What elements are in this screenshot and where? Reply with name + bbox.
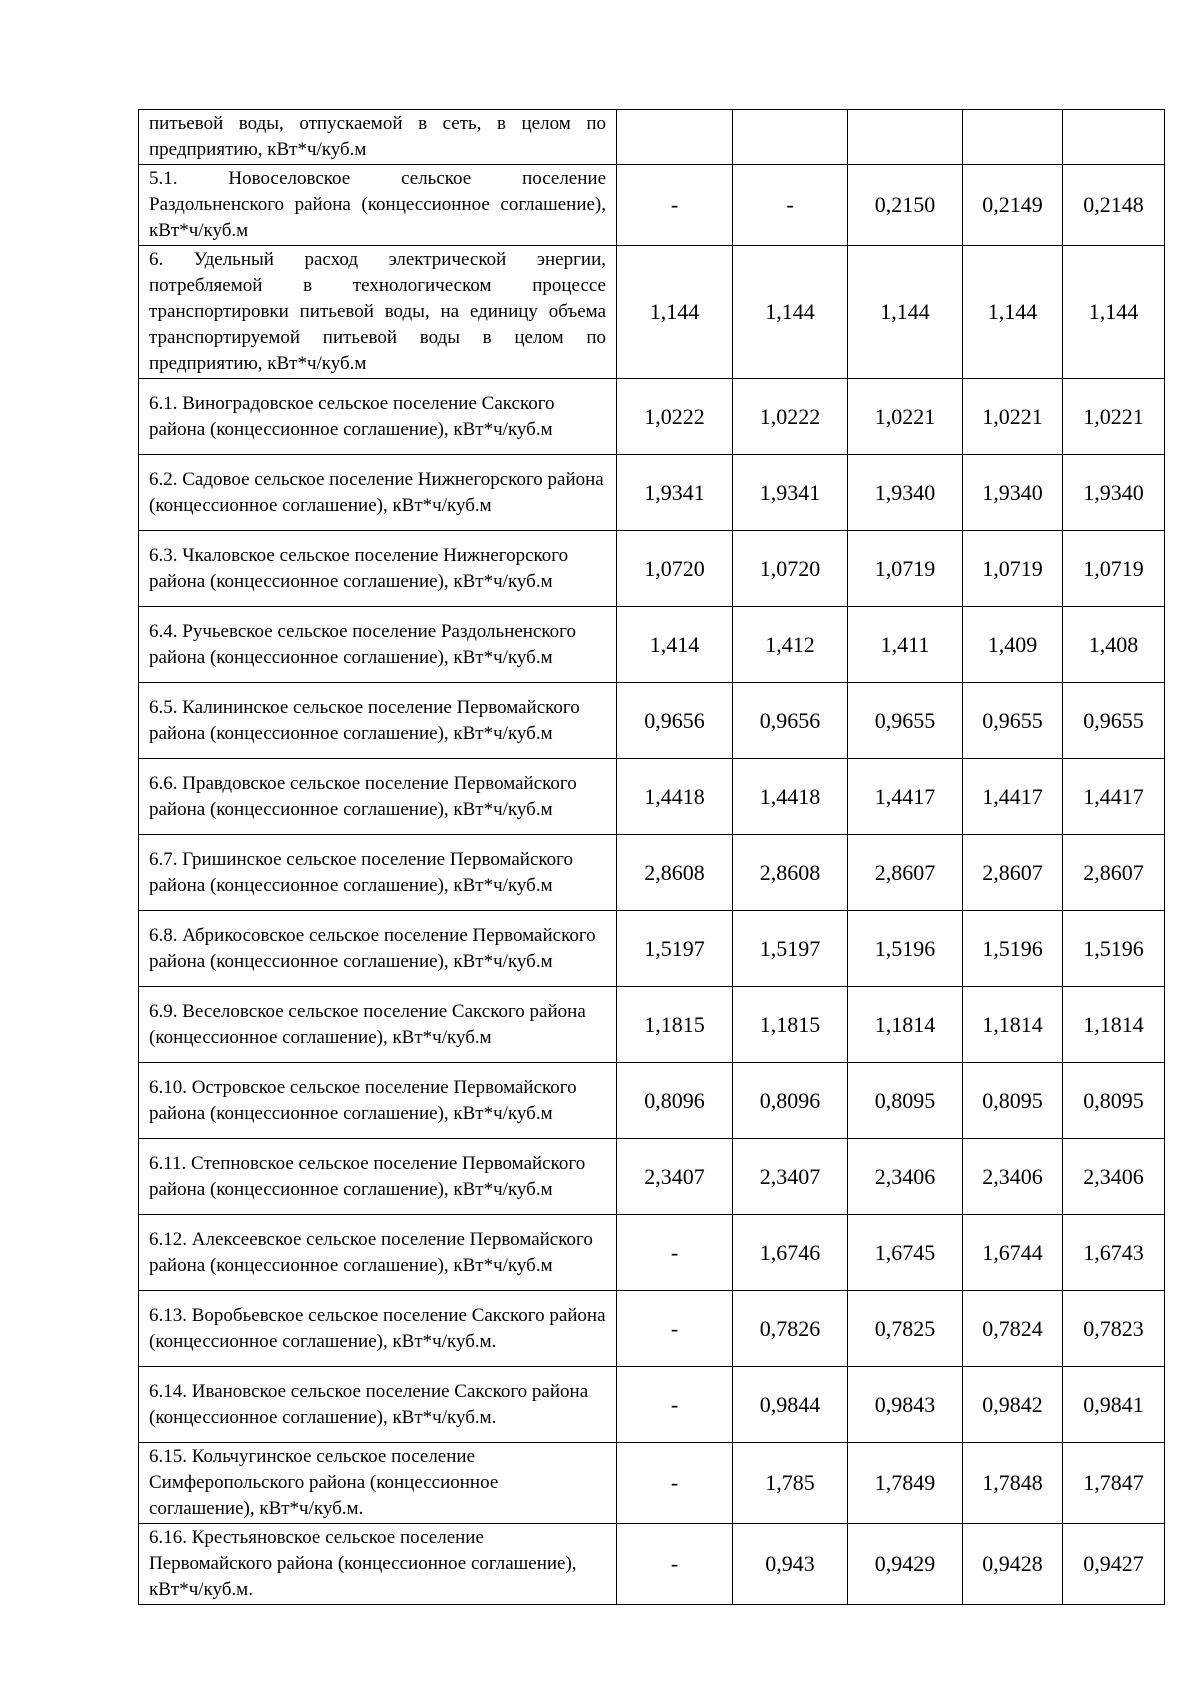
value-cell: 0,8095: [848, 1063, 963, 1139]
row-label: 6.8. Абрикосовское сельское поселение Первомайского района (концессионное соглашение), кВт*ч/куб.м: [139, 911, 617, 987]
value-cell: -: [617, 1291, 733, 1367]
value-cell: 1,0221: [1063, 379, 1165, 455]
value-cell: 1,7847: [1063, 1443, 1165, 1524]
value-cell: 1,9341: [617, 455, 733, 531]
value-cell: -: [617, 1524, 733, 1605]
value-cell: [848, 110, 963, 165]
value-cell: 0,9842: [963, 1367, 1063, 1443]
value-cell: [963, 110, 1063, 165]
row-label: 6.7. Гришинское сельское поселение Первомайского района (концессионное соглашение), кВт*ч/куб.м: [139, 835, 617, 911]
value-cell: 1,144: [963, 246, 1063, 379]
value-cell: 1,5196: [1063, 911, 1165, 987]
value-cell: 1,4417: [848, 759, 963, 835]
value-cell: -: [617, 1215, 733, 1291]
row-label: 6. Удельный расход электрической энергии, потребляемой в технологическом процессе транспортировки питьевой воды, на единицу объема транспортируемой питьевой воды в целом по предприятию, кВт*ч/куб.м: [139, 246, 617, 379]
value-cell: 1,0222: [733, 379, 848, 455]
table-row: [139, 1367, 1165, 1443]
value-cell: 0,9844: [733, 1367, 848, 1443]
value-cell: 2,8607: [1063, 835, 1165, 911]
value-cell: 0,9429: [848, 1524, 963, 1605]
value-cell: 0,8095: [963, 1063, 1063, 1139]
value-cell: 1,7849: [848, 1443, 963, 1524]
table-row: [139, 165, 1165, 246]
value-cell: 1,5196: [963, 911, 1063, 987]
value-cell: 2,8607: [963, 835, 1063, 911]
value-cell: 1,6743: [1063, 1215, 1165, 1291]
value-cell: -: [617, 165, 733, 246]
value-cell: 0,9656: [617, 683, 733, 759]
row-label: 6.13. Воробьевское сельское поселение Сакского района (концессионное соглашение), кВт*ч/куб.м.: [139, 1291, 617, 1367]
value-cell: 1,0222: [617, 379, 733, 455]
row-label: питьевой воды, отпускаемой в сеть, в целом по предприятию, кВт*ч/куб.м: [139, 110, 617, 165]
value-cell: 1,6744: [963, 1215, 1063, 1291]
value-cell: 0,943: [733, 1524, 848, 1605]
value-cell: 1,412: [733, 607, 848, 683]
row-label: 6.11. Степновское сельское поселение Первомайского района (концессионное соглашение), кВт*ч/куб.м: [139, 1139, 617, 1215]
value-cell: [1063, 110, 1165, 165]
table-row: [139, 911, 1165, 987]
value-cell: 1,144: [617, 246, 733, 379]
value-cell: 1,0221: [963, 379, 1063, 455]
table-row: [139, 1139, 1165, 1215]
value-cell: 1,5197: [733, 911, 848, 987]
table-row: [139, 1215, 1165, 1291]
table-row: [139, 1063, 1165, 1139]
indicators-table-body: [139, 110, 1165, 1605]
value-cell: 1,9340: [963, 455, 1063, 531]
value-cell: 0,2150: [848, 165, 963, 246]
value-cell: 1,411: [848, 607, 963, 683]
value-cell: 1,4418: [617, 759, 733, 835]
row-label: 6.5. Калининское сельское поселение Первомайского района (концессионное соглашение), кВт*ч/куб.м: [139, 683, 617, 759]
row-label: 6.4. Ручьевское сельское поселение Раздольненского района (концессионное соглашение), кВт*ч/куб.м: [139, 607, 617, 683]
value-cell: 0,8095: [1063, 1063, 1165, 1139]
row-label: 6.10. Островское сельское поселение Первомайского района (концессионное соглашение), кВт*ч/куб.м: [139, 1063, 617, 1139]
table-row: [139, 1443, 1165, 1524]
value-cell: -: [733, 165, 848, 246]
row-label: 6.1. Виноградовское сельское поселение Сакского района (концессионное соглашение), кВт*ч/куб.м: [139, 379, 617, 455]
value-cell: 1,0221: [848, 379, 963, 455]
value-cell: 0,8096: [733, 1063, 848, 1139]
value-cell: 1,409: [963, 607, 1063, 683]
value-cell: 0,7823: [1063, 1291, 1165, 1367]
table-row: [139, 683, 1165, 759]
value-cell: 0,8096: [617, 1063, 733, 1139]
value-cell: [617, 110, 733, 165]
value-cell: 1,9340: [1063, 455, 1165, 531]
table-row: [139, 379, 1165, 455]
table-row: [139, 835, 1165, 911]
value-cell: 1,0720: [733, 531, 848, 607]
value-cell: -: [617, 1367, 733, 1443]
value-cell: 1,408: [1063, 607, 1165, 683]
value-cell: 1,1814: [1063, 987, 1165, 1063]
row-label: 5.1. Новоселовское сельское поселение Раздольненского района (концессионное соглашение), кВт*ч/куб.м: [139, 165, 617, 246]
value-cell: 0,9655: [963, 683, 1063, 759]
value-cell: [733, 110, 848, 165]
value-cell: 0,9655: [848, 683, 963, 759]
value-cell: 1,5196: [848, 911, 963, 987]
value-cell: 2,3406: [1063, 1139, 1165, 1215]
value-cell: 1,785: [733, 1443, 848, 1524]
indicators-table: [138, 109, 1165, 1605]
table-row: [139, 1524, 1165, 1605]
value-cell: 2,8608: [733, 835, 848, 911]
value-cell: 2,3407: [617, 1139, 733, 1215]
value-cell: 0,9655: [1063, 683, 1165, 759]
value-cell: 1,6745: [848, 1215, 963, 1291]
row-label: 6.12. Алексеевское сельское поселение Первомайского района (концессионное соглашение), кВт*ч/куб.м: [139, 1215, 617, 1291]
value-cell: 1,1814: [848, 987, 963, 1063]
value-cell: 2,3406: [848, 1139, 963, 1215]
value-cell: 2,3407: [733, 1139, 848, 1215]
value-cell: 0,9428: [963, 1524, 1063, 1605]
value-cell: -: [617, 1443, 733, 1524]
value-cell: 0,7826: [733, 1291, 848, 1367]
value-cell: 2,8607: [848, 835, 963, 911]
value-cell: 1,414: [617, 607, 733, 683]
table-row: [139, 110, 1165, 165]
value-cell: 1,0720: [617, 531, 733, 607]
table-row: [139, 246, 1165, 379]
row-label: 6.3. Чкаловское сельское поселение Нижнегорского района (концессионное соглашение), кВт*ч/куб.м: [139, 531, 617, 607]
table-row: [139, 759, 1165, 835]
value-cell: 1,9341: [733, 455, 848, 531]
value-cell: 0,9427: [1063, 1524, 1165, 1605]
value-cell: 1,0719: [848, 531, 963, 607]
value-cell: 1,4417: [1063, 759, 1165, 835]
value-cell: 1,144: [848, 246, 963, 379]
value-cell: 1,6746: [733, 1215, 848, 1291]
table-row: [139, 455, 1165, 531]
value-cell: 1,144: [1063, 246, 1165, 379]
value-cell: 1,7848: [963, 1443, 1063, 1524]
row-label: 6.9. Веселовское сельское поселение Сакского района (концессионное соглашение), кВт*ч/куб.м: [139, 987, 617, 1063]
value-cell: 0,9841: [1063, 1367, 1165, 1443]
value-cell: 1,4418: [733, 759, 848, 835]
table-row: [139, 1291, 1165, 1367]
value-cell: 1,9340: [848, 455, 963, 531]
row-label: 6.15. Кольчугинское сельское поселение Симферопольского района (концессионное соглашение), кВт*ч/куб.м.: [139, 1443, 617, 1524]
value-cell: 0,9656: [733, 683, 848, 759]
value-cell: 2,8608: [617, 835, 733, 911]
table-row: [139, 607, 1165, 683]
value-cell: 0,7824: [963, 1291, 1063, 1367]
value-cell: 0,9843: [848, 1367, 963, 1443]
value-cell: 0,7825: [848, 1291, 963, 1367]
table-row: [139, 531, 1165, 607]
value-cell: 0,2148: [1063, 165, 1165, 246]
value-cell: 1,0719: [1063, 531, 1165, 607]
value-cell: 1,1815: [617, 987, 733, 1063]
value-cell: 1,1814: [963, 987, 1063, 1063]
table-row: [139, 987, 1165, 1063]
value-cell: 1,0719: [963, 531, 1063, 607]
row-label: 6.2. Садовое сельское поселение Нижнегорского района (концессионное соглашение), кВт*ч/куб.м: [139, 455, 617, 531]
value-cell: 0,2149: [963, 165, 1063, 246]
value-cell: 1,5197: [617, 911, 733, 987]
row-label: 6.6. Правдовское сельское поселение Первомайского района (концессионное соглашение), кВт*ч/куб.м: [139, 759, 617, 835]
value-cell: 2,3406: [963, 1139, 1063, 1215]
row-label: 6.14. Ивановское сельское поселение Сакского района (концессионное соглашение), кВт*ч/куб.м.: [139, 1367, 617, 1443]
value-cell: 1,4417: [963, 759, 1063, 835]
value-cell: 1,1815: [733, 987, 848, 1063]
row-label: 6.16. Крестьяновское сельское поселение Первомайского района (концессионное соглашение), кВт*ч/куб.м.: [139, 1524, 617, 1605]
value-cell: 1,144: [733, 246, 848, 379]
